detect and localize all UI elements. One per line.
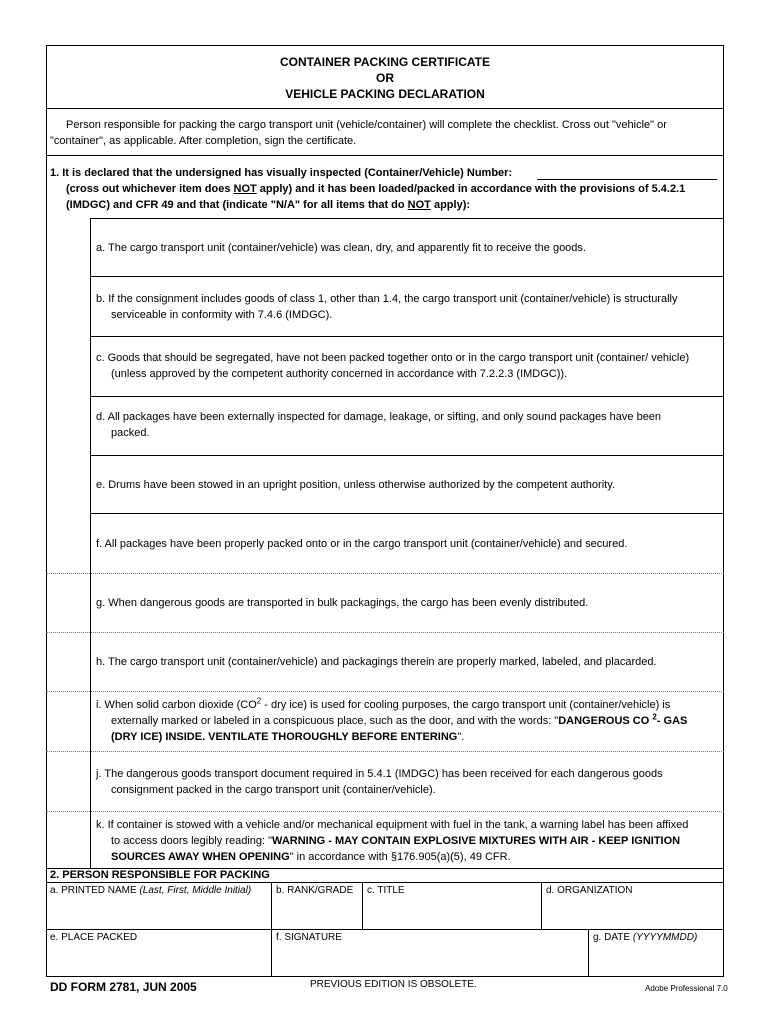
item-g-check[interactable] (47, 574, 89, 632)
item-j-check[interactable] (47, 752, 89, 811)
item-j-line2: consignment packed in the cargo transport unit (container/vehicle). (111, 784, 436, 796)
item-d-line2: packed. (111, 427, 150, 439)
divider (46, 155, 724, 156)
item-i-line1: i. When solid carbon dioxide ($CO^2$ - dry ice) is used for cooling purposes, the cargo transport unit (container/vehicle) is (96, 696, 671, 711)
item-c-check[interactable] (47, 337, 89, 396)
date-label: g. DATE (YYYYMMDD) (593, 932, 698, 943)
organization-input[interactable] (543, 899, 722, 928)
printed-name-input[interactable] (48, 899, 269, 928)
obsolete-notice: PREVIOUS EDITION IS OBSOLETE. (310, 979, 477, 990)
item-k-line3: SOURCES AWAY WHEN OPENING" in accordance with §176.905(a)(5), 49 CFR. (111, 851, 511, 863)
place-packed-label: e. PLACE PACKED (50, 932, 138, 943)
section1-line2: (cross out whichever item does NOT apply) and it has been loaded/packed in accordance with the provisions of 5.4.2.1 (66, 183, 686, 195)
place-packed-input[interactable] (48, 946, 269, 975)
item-i-check[interactable] (47, 692, 89, 751)
item-i-line3: (DRY ICE) INSIDE. VENTILATE THOROUGHLY BEFORE ENTERING". (111, 731, 465, 743)
item-j-line1: j. The dangerous goods transport document required in 5.4.1 (IMDGC) has been received for each dangerous goods (96, 768, 663, 780)
item-k-line1: k. If container is stowed with a vehicle and/or mechanical equipment with fuel in the tank, a warning label has been affixed (96, 819, 689, 831)
item-h-check[interactable] (47, 633, 89, 691)
intro-line1: Person responsible for packing the cargo transport unit (vehicle/container) will complete the checklist. Cross out "vehicle" or (66, 119, 667, 131)
form-id: DD FORM 2781, JUN 2005 (50, 980, 197, 994)
item-e: e. Drums have been stowed in an upright position, unless otherwise authorized by the competent authority. (96, 479, 615, 491)
item-b-check[interactable] (47, 277, 89, 336)
date-input[interactable] (590, 946, 722, 975)
item-g: g. When dangerous goods are transported in bulk packagings, the cargo has been evenly distributed. (96, 597, 589, 609)
section2-heading: 2. PERSON RESPONSIBLE FOR PACKING (50, 869, 270, 881)
rank-grade-label: b. RANK/GRADE (276, 885, 354, 896)
item-f: f. All packages have been properly packed onto or in the cargo transport unit (container/vehicle) and secured. (96, 538, 628, 550)
section1-declaration: 1. It is declared that the undersigned has visually inspected (Container/Vehicle) Number: (50, 167, 513, 179)
item-c-line1: c. Goods that should be segregated, have not been packed together onto or in the cargo transport unit (container/ vehicle) (96, 352, 690, 364)
form-title-line3: VEHICLE PACKING DECLARATION (285, 87, 485, 101)
divider (46, 108, 724, 109)
rank-grade-input[interactable] (273, 899, 360, 928)
item-b-line2: serviceable in conformity with 7.4.6 (IMDGC). (111, 309, 333, 321)
signature-input[interactable] (273, 946, 586, 975)
item-a: a. The cargo transport unit (container/vehicle) was clean, dry, and apparently fit to receive the goods. (96, 242, 586, 254)
item-d-check[interactable] (47, 397, 89, 455)
checklist-left-rule (90, 218, 91, 868)
item-c-line2: (unless approved by the competent authority concerned in accordance with 7.2.2.3 (IMDGC)). (111, 368, 568, 380)
container-number-field[interactable] (537, 161, 717, 180)
form-title-line2: OR (376, 71, 394, 85)
item-k-check[interactable] (47, 812, 89, 868)
item-h: h. The cargo transport unit (container/vehicle) and packagings therein are properly marked, labeled, and placarded. (96, 656, 657, 668)
signature-label: f. SIGNATURE (276, 932, 342, 943)
item-i-line2: externally marked or labeled in a conspicuous place, such as the door, and with the words: "DANGEROUS CO $^2$- GAS (111, 712, 688, 727)
item-f-check[interactable] (47, 514, 89, 573)
item-k-line2: to access doors legibly reading: "WARNING - MAY CONTAIN EXPLOSIVE MIXTURES WITH AIR - KEEP IGNITION (111, 835, 681, 847)
organization-label: d. ORGANIZATION (546, 885, 633, 896)
item-b-line1: b. If the consignment includes goods of class 1, other than 1.4, the cargo transport unit (container/vehicle) is structurally (96, 293, 678, 305)
item-e-check[interactable] (47, 456, 89, 513)
section1-line3: (IMDGC) and CFR 49 and that (indicate "N/A" for all items that do NOT apply): (66, 199, 471, 211)
intro-line2: "container", as applicable. After completion, sign the certificate. (50, 135, 357, 147)
item-a-check[interactable] (47, 219, 89, 276)
form-title-line1: CONTAINER PACKING CERTIFICATE (280, 55, 490, 69)
software-note: Adobe Professional 7.0 (645, 984, 728, 993)
item-d-line1: d. All packages have been externally inspected for damage, leakage, or sifting, and only sound packages have been (96, 411, 662, 423)
title-input[interactable] (364, 899, 539, 928)
printed-name-label: a. PRINTED NAME (Last, First, Middle Initial) (50, 885, 252, 896)
title-label: c. TITLE (367, 885, 405, 896)
